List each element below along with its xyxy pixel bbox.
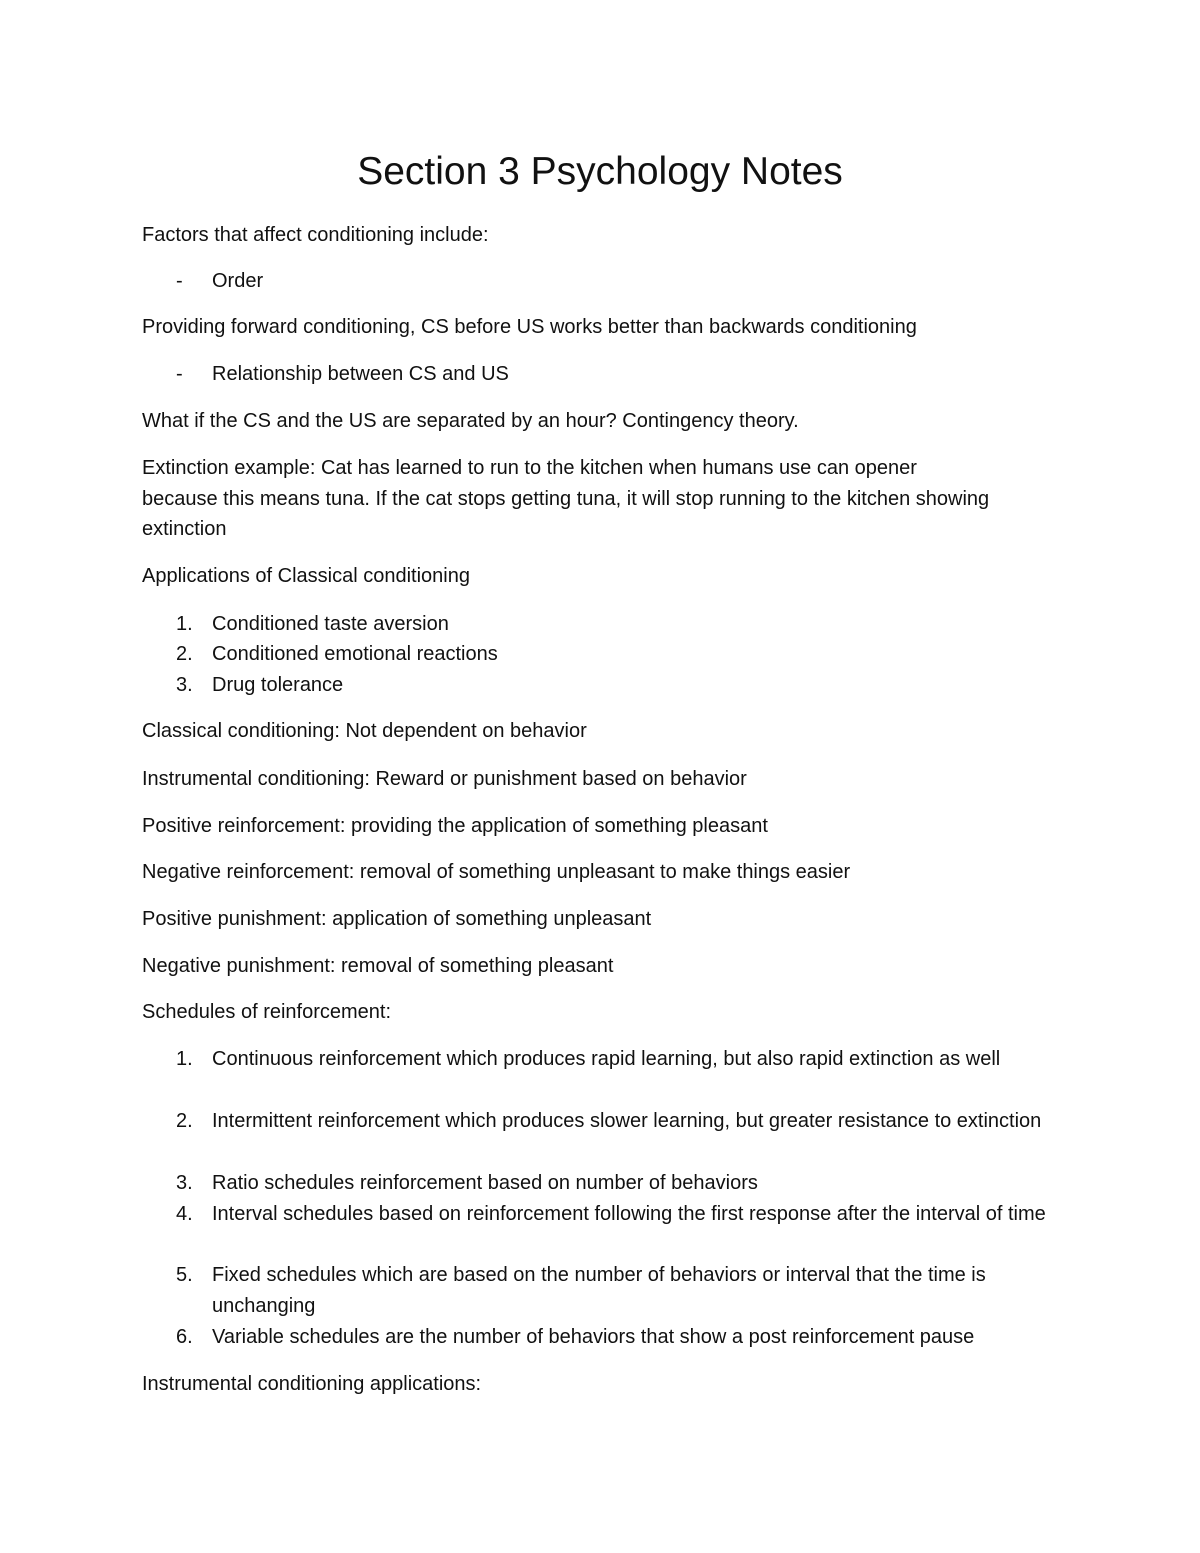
list-item-text: Variable schedules are the number of behaviors that show a post reinforcement pause (212, 1326, 975, 1348)
schedules-heading: Schedules of reinforcement: (142, 1001, 392, 1023)
positive-punishment-text: Positive punishment: application of something unpleasant (142, 908, 652, 930)
list-number: 6. (176, 1326, 193, 1348)
list-item-text: Continuous reinforcement which produces rapid learning, but also rapid extinction as well (212, 1048, 1001, 1070)
negative-punishment-text: Negative punishment: removal of something pleasant (142, 955, 614, 977)
classical-conditioning-text: Classical conditioning: Not dependent on behavior (142, 720, 587, 742)
list-item-text: Ratio schedules reinforcement based on number of behaviors (212, 1172, 758, 1194)
list-item-text: Conditioned taste aversion (212, 613, 449, 635)
list-number: 3. (176, 674, 193, 696)
page-title: Section 3 Psychology Notes (357, 150, 843, 193)
bullet-marker: - (176, 270, 183, 292)
list-number: 1. (176, 1048, 193, 1070)
list-item-text: Interval schedules based on reinforcement following the first response after the interval of time (212, 1203, 1046, 1225)
list-number: 2. (176, 1110, 193, 1132)
list-number: 5. (176, 1264, 193, 1286)
list-number: 2. (176, 643, 193, 665)
bullet-text: Order (212, 270, 264, 292)
factors-intro: Factors that affect conditioning include: (142, 224, 489, 246)
list-item-text: Conditioned emotional reactions (212, 643, 498, 665)
list-item-text: Drug tolerance (212, 674, 344, 696)
forward-conditioning-text: Providing forward conditioning, CS before US works better than backwards conditioning (142, 316, 917, 338)
bullet-marker: - (176, 363, 183, 385)
list-item-text: Fixed schedules which are based on the number of behaviors or interval that the time is unchanging (212, 1264, 986, 1317)
bullet-text: Relationship between CS and US (212, 363, 509, 385)
list-number: 1. (176, 613, 193, 635)
list-item-text: Intermittent reinforcement which produces slower learning, but greater resistance to extinction (212, 1110, 1042, 1132)
applications-heading: Applications of Classical conditioning (142, 565, 470, 587)
instrumental-conditioning-text: Instrumental conditioning: Reward or punishment based on behavior (142, 768, 747, 790)
list-number: 3. (176, 1172, 193, 1194)
extinction-example: Extinction example: Cat has learned to run to the kitchen when humans use can opener because this means tuna. If the cat stops getting tuna, it will stop running to the kitchen showing extinction (142, 457, 990, 540)
contingency-text: What if the CS and the US are separated by an hour? Contingency theory. (142, 410, 799, 432)
instrumental-applications-heading: Instrumental conditioning applications: (142, 1373, 482, 1395)
negative-reinforcement-text: Negative reinforcement: removal of something unpleasant to make things easier (142, 861, 851, 883)
list-number: 4. (176, 1203, 193, 1225)
positive-reinforcement-text: Positive reinforcement: providing the application of something pleasant (142, 815, 768, 837)
